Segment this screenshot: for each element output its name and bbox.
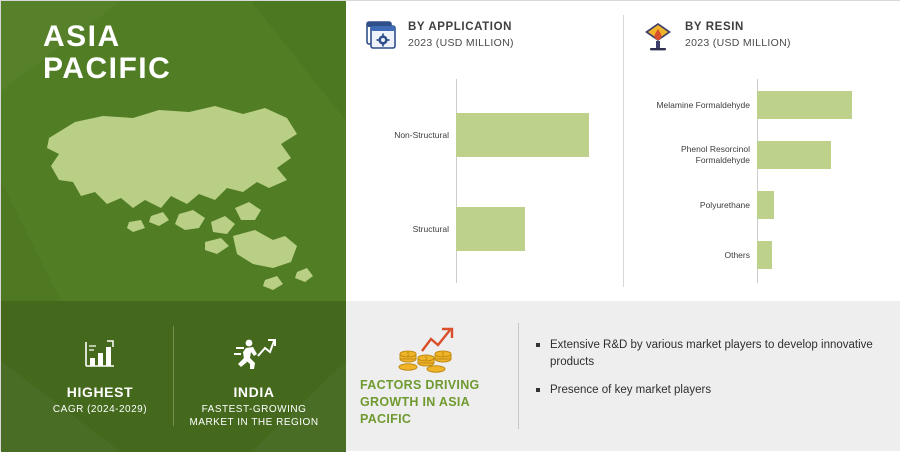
bar-label-phenol-resorcinol-formaldehyde: Phenol Resorcinol Formaldehyde (681, 144, 750, 165)
bar-label-polyurethane: Polyurethane (699, 199, 750, 210)
bar-phenol-resorcinol-formaldehyde (757, 141, 831, 169)
svg-text:$: $ (406, 352, 410, 358)
bar-row (641, 141, 888, 169)
chart-by-application-title: BY APPLICATION (408, 21, 513, 33)
bar-row (641, 91, 888, 119)
svg-text:$: $ (424, 356, 428, 362)
bar-track (757, 141, 888, 169)
stat-india-fastest (179, 331, 329, 429)
chart-by-resin (623, 1, 900, 301)
region-title-line2: PACIFIC (43, 52, 172, 86)
factors-area (346, 301, 900, 451)
chart-by-resin-header (641, 19, 791, 53)
bar-non-structural (456, 113, 589, 157)
list-item: Presence of key market players (536, 382, 884, 399)
bar-structural (456, 207, 525, 251)
bar-polyurethane (757, 191, 774, 219)
stat-india-head: INDIA (233, 384, 275, 400)
factors-divider (518, 323, 519, 429)
stat-highest-sub: CAGR (2024-2029) (52, 404, 148, 415)
bar-others (757, 241, 772, 269)
bar-melamine-formaldehyde (757, 91, 852, 119)
factors-title: FACTORS DRIVING GROWTH IN ASIA PACIFIC (360, 378, 480, 426)
resin-drop-icon (641, 19, 675, 53)
bar-track (456, 113, 611, 157)
region-title-line1: ASIA (43, 20, 121, 53)
bar-label-melamine-formaldehyde: Melamine Formaldehyde (656, 99, 750, 110)
charts-area (346, 1, 900, 301)
running-person-arrow-icon (179, 331, 329, 377)
factors-list (536, 337, 884, 411)
list-item: Extensive R&D by various market players to develop innovative products (536, 337, 884, 370)
page-title (43, 21, 171, 86)
stat-highest-cagr (25, 331, 175, 416)
bar-track (757, 91, 888, 119)
money-growth-icon (396, 325, 456, 373)
bar-label-others: Others (724, 249, 750, 260)
bar-row (641, 191, 888, 219)
chart-by-resin-subtitle: 2023 (USD MILLION) (685, 37, 791, 50)
bar-row (641, 241, 888, 269)
gear-window-icon (364, 19, 398, 53)
chart-by-application-plot (364, 79, 611, 283)
region-panel (1, 1, 346, 452)
bar-row (364, 113, 611, 157)
bar-track (456, 207, 611, 251)
bar-label-structural: Structural (412, 223, 449, 234)
bar-chart-growth-icon (25, 331, 175, 377)
application-axis (456, 79, 457, 283)
chart-by-application (346, 1, 623, 301)
bar-label-non-structural: Non-Structural (394, 129, 449, 140)
stat-highest-head: HIGHEST (66, 384, 134, 400)
svg-text:$: $ (441, 352, 445, 358)
chart-by-resin-plot (641, 79, 888, 283)
chart-by-application-subtitle: 2023 (USD MILLION) (408, 37, 514, 50)
bar-track (757, 241, 888, 269)
bar-row (364, 207, 611, 251)
asia-pacific-map-icon (29, 96, 329, 296)
bar-track (757, 191, 888, 219)
chart-by-resin-title: BY RESIN (685, 21, 744, 33)
stat-india-sub: FASTEST-GROWING MARKET IN THE REGION (189, 404, 319, 428)
chart-by-application-header (364, 19, 514, 53)
